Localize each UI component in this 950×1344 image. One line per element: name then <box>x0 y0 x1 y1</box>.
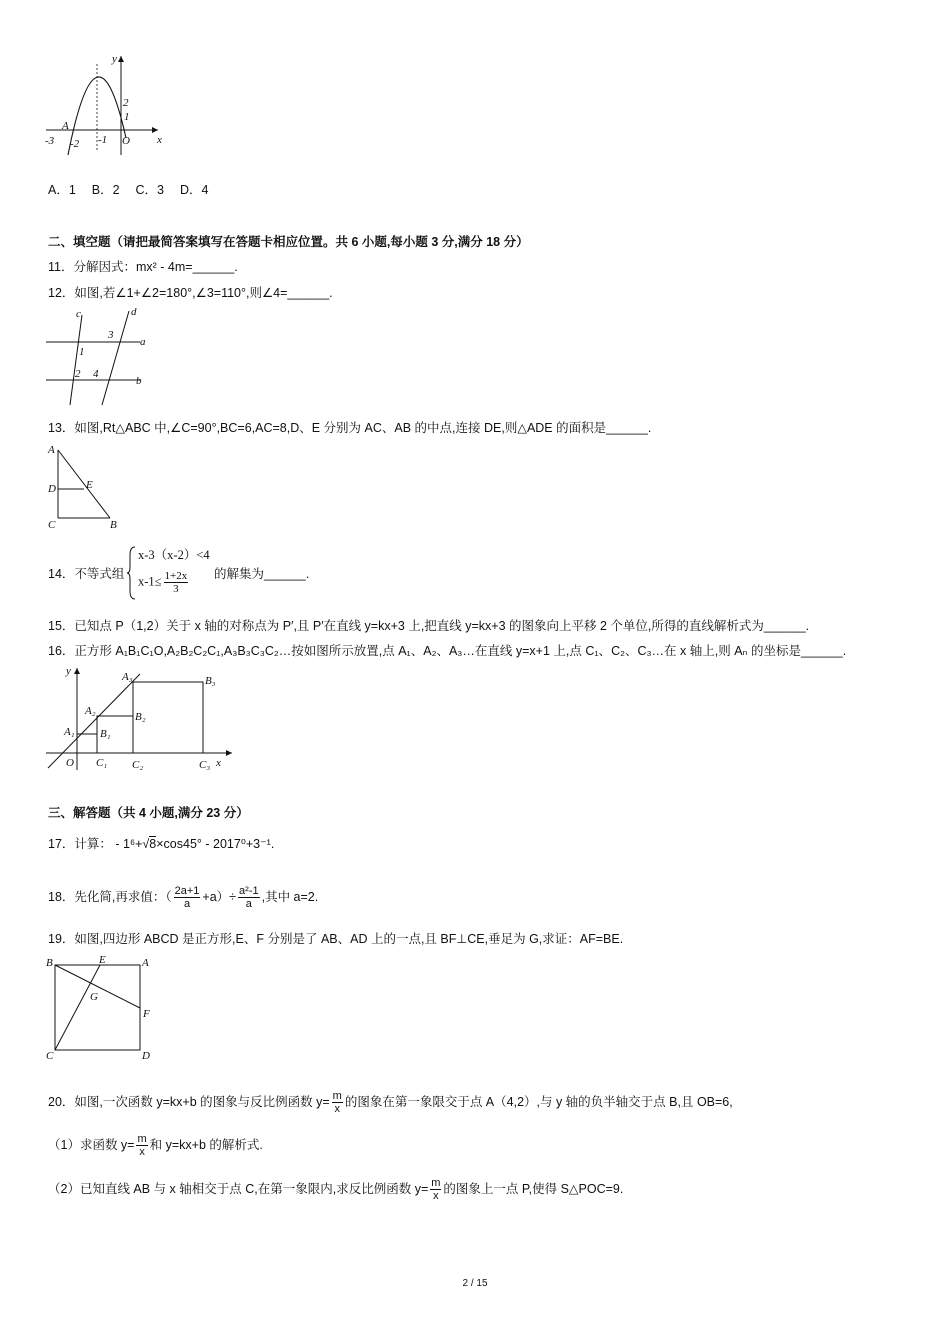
section3-title: 三、解答题（共 4 小题,满分 23 分） <box>48 806 249 820</box>
q10-point-a-label: A <box>62 120 69 132</box>
q13-label-e: E <box>86 479 93 491</box>
q20-p1-fraction <box>136 1133 147 1158</box>
q18-prefix: 18．先化简,再求值：（ <box>48 890 172 904</box>
q12-label-b: b <box>136 375 142 387</box>
q16-label-a1: A₁ <box>64 726 75 738</box>
q14-line2-left: x-1≤ <box>138 574 162 589</box>
q11-text: 11．分解因式：mx² - 4m=______. <box>48 260 238 274</box>
q16-label-c1: C₁ <box>96 757 108 769</box>
q10-tick-2: 2 <box>123 97 129 109</box>
q10-origin-label: O <box>122 135 130 147</box>
q18-suffix: ,其中 a=2. <box>261 890 319 904</box>
q16-x-label: x <box>216 757 221 769</box>
q20-part1 <box>48 1128 263 1162</box>
q19-label-g: G <box>90 991 98 1003</box>
q12-angle-3: 3 <box>108 329 114 341</box>
q14-line1: x-3（x-2）<4 <box>138 548 210 562</box>
q14-suffix: 的解集为______. <box>214 567 310 581</box>
q17-radicand: 8 <box>149 837 157 851</box>
q16-label-a2: A₂ <box>85 705 96 717</box>
q19-label-e: E <box>99 954 106 966</box>
q16-label-b3: B₃ <box>205 675 216 687</box>
q16-label-b2: B₂ <box>135 711 146 723</box>
q16-label-a3: A₃ <box>122 671 133 683</box>
q20-p1-suffix: 和 y=kx+b 的解析式. <box>149 1138 263 1152</box>
q20-p2-prefix: （2）已知直线 AB 与 x 轴相交于点 C,在第一象限内,求反比例函数 y= <box>48 1182 429 1196</box>
q20-p1-den: x <box>139 1146 145 1159</box>
q10-tick-m1: -1 <box>98 134 108 146</box>
q20-p2-den: x <box>433 1190 439 1203</box>
q10-tick-m3: -3 <box>45 135 55 147</box>
q14-line2 <box>138 570 190 595</box>
q20-fnum: m <box>332 1090 342 1103</box>
section2-title: 二、填空题（请把最简答案填写在答题卡相应位置。共 6 小题,每小题 3 分,满分 18 分） <box>48 235 529 249</box>
q18-den2: a <box>245 898 252 911</box>
q13-triangle-figure <box>44 442 134 534</box>
q13-text: 13．如图,Rt△ABC 中,∠C=90°,BC=6,AC=8,D、E 分别为 AC、AB 的中点,连接 DE,则△ADE 的面积是______. <box>48 421 652 435</box>
q20-suffix: 的图象在第一象限交于点 A（4,2）,与 y 轴的负半轴交于点 B,且 OB=6, <box>344 1095 733 1109</box>
q19-label-d: D <box>142 1050 150 1062</box>
q10-x-label: x <box>157 134 162 146</box>
q16-label-b1: B₁ <box>100 728 111 740</box>
q16-label-c3: C₃ <box>199 759 211 771</box>
q19-label-a: A <box>142 957 149 969</box>
q13-label-a: A <box>48 444 55 456</box>
q18-den1: a <box>183 898 191 911</box>
q20-p2-num: m <box>431 1177 441 1190</box>
q18-num2: a²-1 <box>239 885 259 898</box>
q16-origin-label: O <box>66 757 74 769</box>
q18-fraction-1 <box>174 885 201 910</box>
q20-text <box>48 1085 733 1119</box>
q17-prefix: 17．计算： - 1⁶+ <box>48 837 143 851</box>
q14-numerator: 1+2x <box>164 570 188 582</box>
q10-y-label: y <box>112 53 117 65</box>
q14-denominator: 3 <box>173 583 179 595</box>
q19-text: 19．如图,四边形 ABCD 是正方形,E、F 分别是了 AB、AD 上的一点,且 BF⊥CE,垂足为 G,求证：AF=BE. <box>48 932 624 946</box>
q18-fraction-2 <box>238 885 260 910</box>
q20-p1-num: m <box>137 1133 147 1146</box>
q12-label-c: c <box>76 308 81 320</box>
q12-label-a: a <box>140 336 146 348</box>
q13-label-d: D <box>48 483 56 495</box>
q19-square-figure <box>44 954 162 1064</box>
q20-p2-suffix: 的图象上一点 P,使得 S△POC=9. <box>443 1182 624 1196</box>
q10-tick-1: 1 <box>124 111 130 123</box>
page-number: 2 / 15 <box>462 1278 488 1289</box>
sqrt-symbol-icon: √ <box>142 837 150 851</box>
q10-options: A．1 B．2 C．3 D．4 <box>48 183 209 197</box>
q17-expression <box>48 836 274 852</box>
q15-text: 15．已知点 P（1,2）关于 x 轴的对称点为 P′,且 P′在直线 y=kx+3 上,把直线 y=kx+3 的图象向上平移 2 个单位,所得的直线解析式为______. <box>48 619 810 633</box>
q19-label-b: B <box>46 957 53 969</box>
q10-tick-m2: -2 <box>70 138 80 150</box>
q12-label-d: d <box>131 306 137 318</box>
q12-text: 12．如图,若∠1+∠2=180°,∠3=110°,则∠4=______. <box>48 286 333 300</box>
q16-label-c2: C₂ <box>132 759 144 771</box>
q20-part2 <box>48 1172 623 1206</box>
q20-p2-fraction <box>430 1177 441 1202</box>
q18-mid: +a）÷ <box>202 890 237 904</box>
q18-expression <box>48 880 318 914</box>
q20-fraction <box>332 1090 343 1115</box>
q18-num1: 2a+1 <box>174 885 200 898</box>
q17-suffix: ×cos45° - 2017⁰+3⁻¹. <box>156 837 275 851</box>
q16-squares-figure <box>44 662 244 774</box>
q16-text: 16．正方形 A₁B₁C₁O,A₂B₂C₂C₁,A₃B₃C₃C₂…按如图所示放置,点 A₁、A₂、A₃…在直线 y=x+1 上,点 C₁、C₂、C₃…在 x 轴上,则 Aₙ 的坐标是______. <box>48 644 847 658</box>
q14-fraction <box>164 570 189 595</box>
q19-label-c: C <box>46 1050 54 1062</box>
q13-label-b: B <box>110 519 117 531</box>
q20-p1-prefix: （1）求函数 y= <box>48 1138 135 1152</box>
q12-angle-4: 4 <box>93 368 99 380</box>
q10-parabola-figure <box>40 50 170 160</box>
q14-brace <box>127 545 137 601</box>
q12-angle-2: 2 <box>75 368 81 380</box>
q20-fden: x <box>334 1103 340 1116</box>
q20-prefix: 20．如图,一次函数 y=kx+b 的图象与反比例函数 y= <box>48 1095 330 1109</box>
q12-angle-1: 1 <box>79 346 85 358</box>
q16-y-label: y <box>66 665 71 677</box>
q19-label-f: F <box>143 1008 150 1020</box>
q14-prefix: 14．不等式组 <box>48 567 125 581</box>
q12-parallel-lines-figure <box>44 305 154 405</box>
q13-label-c: C <box>48 519 56 531</box>
